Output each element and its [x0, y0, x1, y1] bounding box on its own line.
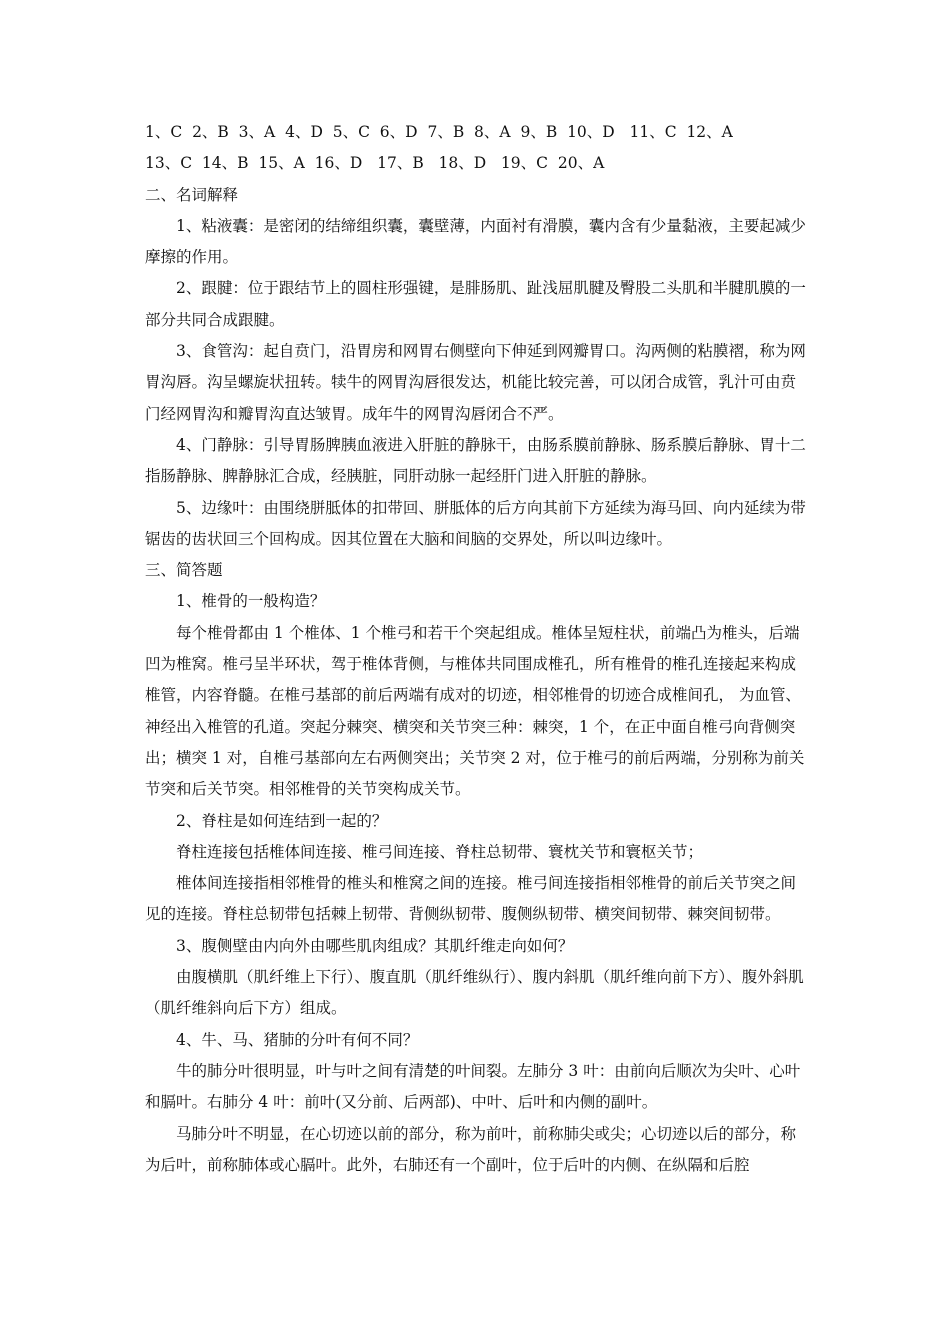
answer-1: 每个椎骨都由 1 个椎体、1 个椎弓和若干个突起组成。椎体呈短柱状，前端凸为椎头，后端凹为椎窝。椎弓呈半环状，驾于椎体背侧，与椎体共同围成椎孔，所有椎骨的椎孔连接起来构成椎管，内容脊髓。在椎弓基部的前后两端有成对的切迹，相邻椎骨的切迹合成椎间孔， 为血管、神经出入椎管的孔道。突起分棘突、横突和关节突三种：棘突，1 个，在正中面自椎弓向背侧突出；横突 1 对，自椎弓基部向左右两侧突出；关节突 2 对，位于椎弓的前后两端，分别称为前关节突和后关节突。相邻椎骨的关节突构成关节。: [145, 623, 805, 799]
term-definition-1: 1、粘液囊：是密闭的结缔组织囊，囊壁薄，内面衬有滑膜，囊内含有少量黏液，主要起减少摩擦的作用。: [145, 216, 806, 267]
term-definition-3: 3、食管沟：起自贲门，沿胃房和网胃右侧壁向下伸延到网瓣胃口。沟两侧的粘膜褶，称为网胃沟唇。沟呈螺旋状扭转。犊牛的网胃沟唇很发达，机能比较完善，可以闭合成管，乳汁可由贲门经网胃沟和瓣胃沟直达皱胃。成年牛的网胃沟唇闭合不严。: [145, 342, 806, 423]
question-3: 3、腹侧壁由内向外由哪些肌肉组成？其肌纤维走向如何？: [176, 936, 574, 955]
term-definition-5: 5、边缘叶：由围绕胼胝体的扣带回、胼胝体的后方向其前下方延续为海马回、向内延续为带锯齿的齿状回三个回构成。因其位置在大脑和间脑的交界处，所以叫边缘叶。: [145, 498, 806, 548]
section-heading-short-answer: 三、简答题: [145, 561, 223, 580]
answer-3: 由腹横肌（肌纤维上下行）、腹直肌（肌纤维纵行）、腹内斜肌（肌纤维向前下方）、腹外斜肌（肌纤维斜向后下方）组成。: [145, 968, 804, 1018]
answer-2-part-1: 脊柱连接包括椎体间连接、椎弓间连接、脊柱总韧带、寰枕关节和寰枢关节；: [176, 842, 704, 861]
term-definition-4: 4、门静脉：引导胃肠脾胰血液进入肝脏的静脉干，由肠系膜前静脉、肠系膜后静脉、胃十二指肠静脉、脾静脉汇合成，经胰脏，同肝动脉一起经肝门进入肝脏的静脉。: [145, 435, 806, 486]
answer-key-line-2: 13、C 14、B 15、A 16、D 17、B 18、D 19、C 20、A: [145, 154, 605, 173]
answer-4-part-1: 牛的肺分叶很明显，叶与叶之间有清楚的叶间裂。左肺分 3 叶：由前向后顺次为尖叶、心叶和膈叶。右肺分 4 叶：前叶(又分前、后两部)、中叶、后叶和内侧的副叶。: [145, 1061, 801, 1112]
question-4: 4、牛、马、猪肺的分叶有何不同？: [176, 1030, 419, 1049]
question-1: 1、椎骨的一般构造？: [176, 592, 326, 611]
answer-2-part-2: 椎体间连接指相邻椎骨的椎头和椎窝之间的连接。椎弓间连接指相邻椎骨的前后关节突之间见的连接。脊柱总韧带包括棘上韧带、背侧纵韧带、腹侧纵韧带、横突间韧带、棘突间韧带。: [145, 874, 797, 924]
document-body: [145, 117, 807, 1181]
question-2: 2、脊柱是如何连结到一起的？: [176, 811, 388, 830]
section-heading-terms: 二、名词解释: [145, 185, 239, 204]
term-definition-2: 2、跟腱：位于跟结节上的圆柱形强键，是腓肠肌、趾浅屈肌腱及臀股二头肌和半腱肌膜的一部分共同合成跟腱。: [145, 279, 806, 329]
answer-4-part-2: 马肺分叶不明显，在心切迹以前的部分，称为前叶，前称肺尖或尖；心切迹以后的部分，称为后叶，前称肺体或心膈叶。此外，右肺还有一个副叶，位于后叶的内侧、在纵隔和后腔: [145, 1124, 797, 1174]
answer-key-line-1: 1、C 2、B 3、A 4、D 5、C 6、D 7、B 8、A 9、B 10、D 11、C 12、A: [145, 123, 733, 141]
